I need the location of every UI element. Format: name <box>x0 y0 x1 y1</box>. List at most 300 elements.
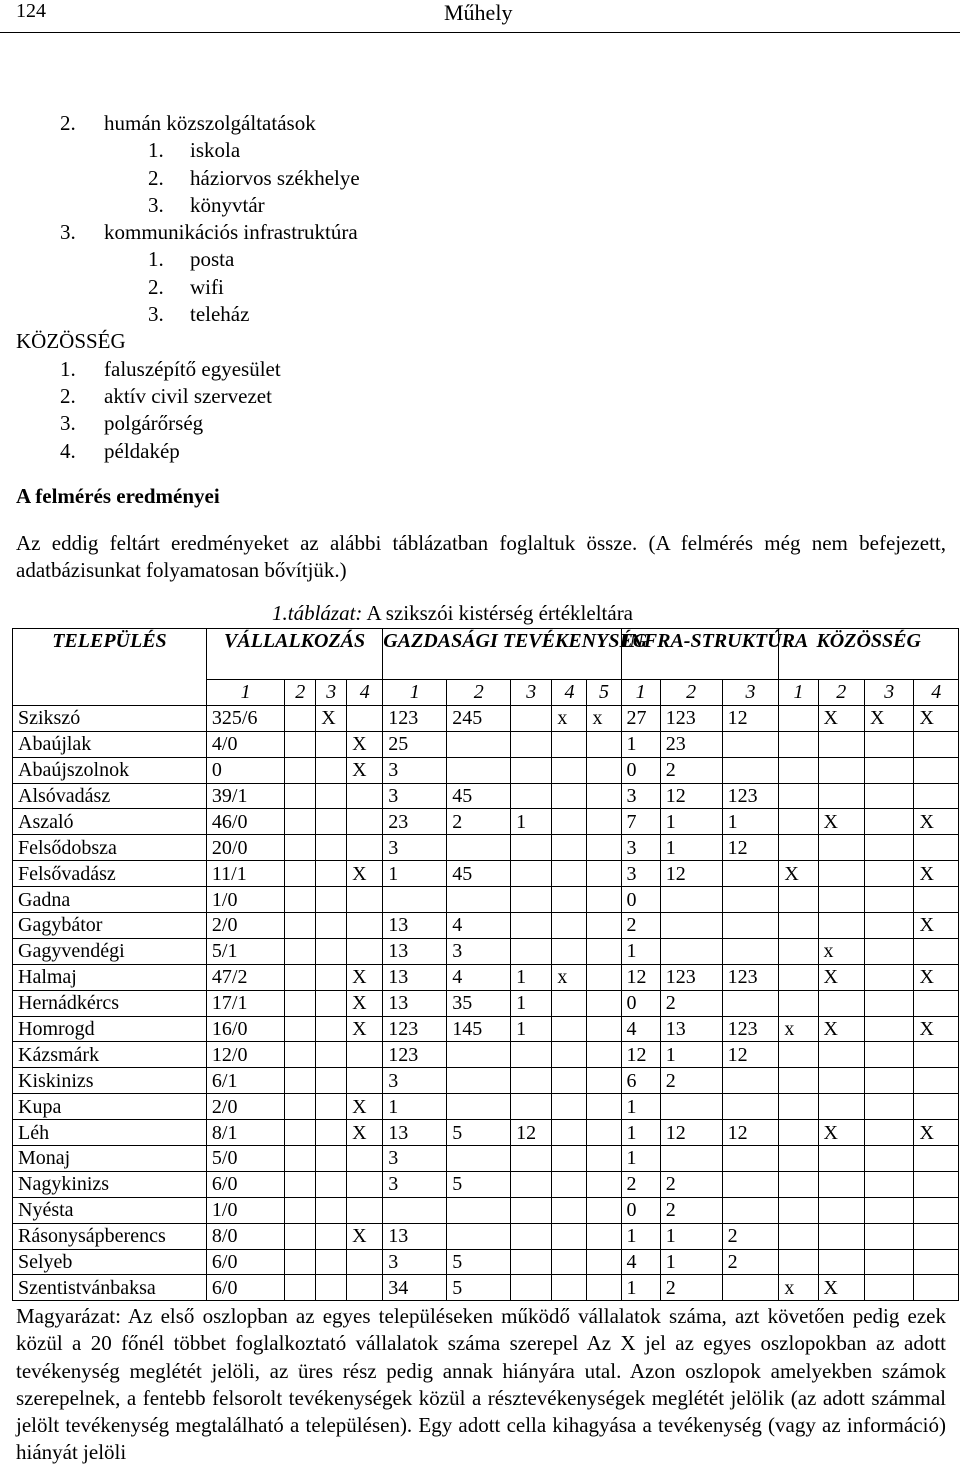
table-cell: 4 <box>447 964 511 990</box>
settlement-name: Léh <box>13 1120 207 1146</box>
table-cell: 7 <box>621 809 660 835</box>
settlement-name: Kiskinizs <box>13 1068 207 1094</box>
table-cell: 12 <box>660 1120 722 1146</box>
table-cell: 1 <box>621 1223 660 1249</box>
table-cell <box>779 1223 818 1249</box>
table-cell <box>347 1249 383 1275</box>
table-cell <box>864 1146 914 1172</box>
table-cell <box>347 783 383 809</box>
table-cell <box>587 1275 621 1301</box>
table-cell: 123 <box>660 705 722 731</box>
table-cell <box>722 938 779 964</box>
table-cell: 12 <box>660 783 722 809</box>
outline-item-text: faluszépítő egyesület <box>104 356 281 381</box>
table-cell <box>722 861 779 887</box>
table-cell <box>722 757 779 783</box>
table-cell: 12 <box>722 1042 779 1068</box>
table-cell <box>722 1146 779 1172</box>
table-cell <box>511 731 552 757</box>
outline-item-text: KÖZÖSSÉG <box>16 329 126 354</box>
table-cell <box>552 887 587 913</box>
table-cell: X <box>818 964 864 990</box>
table-row <box>13 1120 959 1146</box>
subheader-cell: 3 <box>864 680 914 706</box>
enterprise-count: 11/1 <box>206 861 284 887</box>
settlement-name: Rásonysápberencs <box>13 1223 207 1249</box>
table-cell <box>587 1042 621 1068</box>
outline-item-text: aktív civil szervezet <box>104 383 272 408</box>
enterprise-count: 20/0 <box>206 835 284 861</box>
enterprise-count: 6/0 <box>206 1249 284 1275</box>
table-cell <box>722 1275 779 1301</box>
caption-prefix: 1.táblázat: <box>272 601 363 625</box>
outline-item-text: posta <box>190 247 235 272</box>
enterprise-count: 17/1 <box>206 990 284 1016</box>
table-cell: 45 <box>447 783 511 809</box>
table-cell <box>914 731 959 757</box>
table-cell <box>552 1223 587 1249</box>
table-cell <box>285 1249 316 1275</box>
table-cell <box>722 1171 779 1197</box>
table-cell: 3 <box>621 783 660 809</box>
table-cell <box>347 1146 383 1172</box>
table-cell: 1 <box>660 1042 722 1068</box>
table-cell: 245 <box>447 705 511 731</box>
table-cell <box>285 1275 316 1301</box>
table-row <box>13 783 959 809</box>
table-cell <box>722 887 779 913</box>
table-cell: 145 <box>447 1016 511 1042</box>
settlement-name: Gagybátor <box>13 913 207 939</box>
settlement-name: Gagyvendégi <box>13 938 207 964</box>
enterprise-count: 2/0 <box>206 913 284 939</box>
table-cell <box>779 938 818 964</box>
table-row <box>13 990 959 1016</box>
table-cell: 4 <box>447 913 511 939</box>
table-cell <box>864 835 914 861</box>
table-cell <box>552 1146 587 1172</box>
table-cell: 1 <box>511 964 552 990</box>
table-cell <box>864 990 914 1016</box>
table-cell <box>511 705 552 731</box>
table-cell <box>447 1223 511 1249</box>
table-cell <box>552 1042 587 1068</box>
table-cell <box>347 1171 383 1197</box>
table-row <box>13 964 959 990</box>
table-cell <box>722 990 779 1016</box>
outline-item-number: 1. <box>148 138 164 163</box>
enterprise-count: 8/1 <box>206 1120 284 1146</box>
table-cell <box>285 1120 316 1146</box>
table-cell <box>285 913 316 939</box>
outline-item-text: wifi <box>190 274 224 299</box>
table-cell <box>316 783 347 809</box>
table-cell <box>552 731 587 757</box>
table-cell: X <box>347 1094 383 1120</box>
table-cell: 2 <box>660 1197 722 1223</box>
header-community: KÖZÖSSÉG <box>779 629 959 680</box>
table-cell <box>552 1120 587 1146</box>
table-cell: 5 <box>447 1120 511 1146</box>
table-cell <box>447 1146 511 1172</box>
table-cell: 1 <box>511 809 552 835</box>
table-cell: 12 <box>722 1120 779 1146</box>
outline-item-number: 3. <box>60 220 76 245</box>
enterprise-count: 47/2 <box>206 964 284 990</box>
subheader-cell: 1 <box>779 680 818 706</box>
subheader-cell: 4 <box>552 680 587 706</box>
outline-item-number: 1. <box>148 247 164 272</box>
table-row <box>13 1275 959 1301</box>
table-row <box>13 1197 959 1223</box>
table-cell <box>316 990 347 1016</box>
table-cell <box>511 1275 552 1301</box>
table-cell <box>587 1197 621 1223</box>
table-cell: 1 <box>621 1275 660 1301</box>
table-cell: 1 <box>383 1094 447 1120</box>
enterprise-count: 1/0 <box>206 887 284 913</box>
table-cell <box>511 1249 552 1275</box>
enterprise-count: 325/6 <box>206 705 284 731</box>
table-cell: 1 <box>383 861 447 887</box>
table-cell: 123 <box>722 783 779 809</box>
table-cell <box>285 757 316 783</box>
table-cell <box>779 1249 818 1275</box>
table-cell <box>511 1146 552 1172</box>
table-cell <box>722 1197 779 1223</box>
table-cell <box>316 731 347 757</box>
table-cell <box>587 990 621 1016</box>
subheader-cell: 2 <box>285 680 316 706</box>
table-cell <box>660 913 722 939</box>
table-cell: 5 <box>447 1275 511 1301</box>
table-cell <box>779 887 818 913</box>
subheader-cell: 4 <box>347 680 383 706</box>
table-cell <box>316 1171 347 1197</box>
table-cell: X <box>914 809 959 835</box>
table-cell <box>552 757 587 783</box>
table-cell <box>587 1068 621 1094</box>
settlement-name: Abaújlak <box>13 731 207 757</box>
table-cell: 0 <box>621 1197 660 1223</box>
table-cell <box>779 1094 818 1120</box>
table-cell: X <box>347 757 383 783</box>
table-row <box>13 1146 959 1172</box>
table-cell: 1 <box>511 990 552 1016</box>
table-cell: 3 <box>383 1171 447 1197</box>
table-cell <box>864 1275 914 1301</box>
table-cell <box>347 913 383 939</box>
table-cell <box>779 964 818 990</box>
table-cell: 1 <box>621 1146 660 1172</box>
table-cell: 2 <box>660 990 722 1016</box>
table-cell <box>779 1171 818 1197</box>
table-cell <box>779 1120 818 1146</box>
table-cell <box>316 1223 347 1249</box>
settlement-name: Felsővadász <box>13 861 207 887</box>
table-cell <box>285 1042 316 1068</box>
table-cell <box>818 1197 864 1223</box>
table-cell <box>447 1042 511 1068</box>
table-cell: X <box>347 990 383 1016</box>
table-cell: 123 <box>383 705 447 731</box>
table-cell <box>316 809 347 835</box>
table-cell: 4 <box>621 1249 660 1275</box>
table-cell <box>316 1249 347 1275</box>
enterprise-count: 39/1 <box>206 783 284 809</box>
table-cell <box>864 1197 914 1223</box>
table-cell <box>285 861 316 887</box>
table-cell: 1 <box>511 1016 552 1042</box>
table-cell <box>316 1094 347 1120</box>
table-cell <box>285 1094 316 1120</box>
table-cell <box>914 1223 959 1249</box>
table-cell <box>864 809 914 835</box>
table-cell <box>722 913 779 939</box>
table-cell <box>864 938 914 964</box>
settlement-name: Monaj <box>13 1146 207 1172</box>
table-cell <box>316 913 347 939</box>
outline-item-number: 3. <box>148 302 164 327</box>
table-cell <box>347 887 383 913</box>
table-cell <box>587 1249 621 1275</box>
table-row <box>13 705 959 731</box>
table-row <box>13 1068 959 1094</box>
table-cell <box>587 1171 621 1197</box>
enterprise-count: 12/0 <box>206 1042 284 1068</box>
table-cell <box>347 1042 383 1068</box>
table-cell <box>552 1171 587 1197</box>
table-cell: 1 <box>621 1094 660 1120</box>
table-cell: 12 <box>660 861 722 887</box>
table-cell <box>447 835 511 861</box>
table-cell: 13 <box>383 990 447 1016</box>
table-cell: 123 <box>383 1016 447 1042</box>
table-cell <box>818 1042 864 1068</box>
table-cell <box>779 757 818 783</box>
table-cell <box>587 835 621 861</box>
table-cell <box>552 990 587 1016</box>
table-cell: 3 <box>383 1146 447 1172</box>
settlement-name: Gadna <box>13 887 207 913</box>
table-row <box>13 887 959 913</box>
table-cell <box>779 705 818 731</box>
table-cell: 2 <box>660 1275 722 1301</box>
table-cell: 1 <box>660 1223 722 1249</box>
table-cell: 5 <box>447 1249 511 1275</box>
settlement-name: Kázsmárk <box>13 1042 207 1068</box>
table-cell <box>552 1016 587 1042</box>
table-cell <box>511 861 552 887</box>
table-cell: 12 <box>621 964 660 990</box>
table-cell: 6 <box>621 1068 660 1094</box>
outline-item-text: humán közszolgáltatások <box>104 111 316 135</box>
table-cell <box>285 809 316 835</box>
outline-item-number: 2. <box>60 111 76 135</box>
settlement-name: Alsóvadász <box>13 783 207 809</box>
table-cell: 3 <box>383 1249 447 1275</box>
outline-item-text: teleház <box>190 302 250 327</box>
outline-item-text: polgárőrség <box>104 411 204 436</box>
table-caption <box>272 601 633 626</box>
outline-item-number: 2. <box>60 383 76 408</box>
subheader-cell: 1 <box>383 680 447 706</box>
enterprise-count: 4/0 <box>206 731 284 757</box>
table-cell <box>316 1016 347 1042</box>
enterprise-count: 16/0 <box>206 1016 284 1042</box>
table-row <box>13 913 959 939</box>
table-cell <box>552 1068 587 1094</box>
header-infrastructure: INFRA-STRUKTÚRA <box>621 629 779 680</box>
table-cell: 1 <box>722 809 779 835</box>
settlement-name: Homrogd <box>13 1016 207 1042</box>
table-cell: 0 <box>621 990 660 1016</box>
table-cell <box>587 1094 621 1120</box>
table-cell: 2 <box>722 1223 779 1249</box>
outline-item-text: példakép <box>104 438 180 463</box>
table-row <box>13 1042 959 1068</box>
subheader-cell: 2 <box>447 680 511 706</box>
table-cell <box>914 835 959 861</box>
subheader-cell: 4 <box>914 680 959 706</box>
table-cell <box>914 1275 959 1301</box>
outline-item-number: 3. <box>148 192 164 217</box>
table-cell: x <box>587 705 621 731</box>
table-cell: X <box>779 861 818 887</box>
table-cell <box>587 731 621 757</box>
table-cell: 1 <box>621 731 660 757</box>
subheader-cell: 5 <box>587 680 621 706</box>
table-row <box>13 835 959 861</box>
table-cell <box>914 1094 959 1120</box>
table-cell <box>864 887 914 913</box>
table-cell <box>818 913 864 939</box>
table-cell <box>864 913 914 939</box>
table-cell <box>722 1068 779 1094</box>
table-cell <box>914 990 959 1016</box>
table-cell: X <box>347 1223 383 1249</box>
table-row <box>13 731 959 757</box>
table-cell <box>447 1094 511 1120</box>
subheader-cell: 3 <box>511 680 552 706</box>
subheader-cell: 3 <box>722 680 779 706</box>
table-cell: 13 <box>383 913 447 939</box>
outline-item-number: 3. <box>60 411 76 436</box>
enterprise-count: 0 <box>206 757 284 783</box>
enterprise-count: 1/0 <box>206 1197 284 1223</box>
table-cell <box>587 1223 621 1249</box>
table-cell: X <box>818 705 864 731</box>
table-cell <box>818 783 864 809</box>
table-cell: 123 <box>722 964 779 990</box>
settlement-name: Szikszó <box>13 705 207 731</box>
table-cell: 12 <box>621 1042 660 1068</box>
enterprise-count: 6/0 <box>206 1275 284 1301</box>
table-cell: 23 <box>660 731 722 757</box>
header-enterprise: VÁLLALKOZÁS <box>206 629 382 680</box>
enterprise-count: 5/0 <box>206 1146 284 1172</box>
table-cell <box>587 1146 621 1172</box>
table-cell <box>779 1068 818 1094</box>
table-cell <box>818 1146 864 1172</box>
table-cell: 4 <box>621 1016 660 1042</box>
table-cell <box>660 938 722 964</box>
table-cell <box>347 1275 383 1301</box>
table-cell <box>347 1068 383 1094</box>
header-economic: GAZDASÁGI TEVÉKENYSÉG <box>383 629 621 680</box>
table-cell: 2 <box>660 1171 722 1197</box>
outline-item-number: 4. <box>60 438 76 463</box>
table-row <box>13 1171 959 1197</box>
table-cell <box>864 757 914 783</box>
table-cell <box>316 757 347 783</box>
table-cell <box>914 1197 959 1223</box>
outline-item-number: 2. <box>148 165 164 190</box>
table-cell <box>779 913 818 939</box>
table-cell: 123 <box>383 1042 447 1068</box>
table-cell <box>914 887 959 913</box>
enterprise-count: 6/1 <box>206 1068 284 1094</box>
table-cell: 3 <box>621 835 660 861</box>
table-cell: 13 <box>383 1223 447 1249</box>
table-cell: 123 <box>722 1016 779 1042</box>
running-title: Műhely <box>444 0 513 25</box>
enterprise-count: 8/0 <box>206 1223 284 1249</box>
settlement-name: Kupa <box>13 1094 207 1120</box>
table-cell <box>511 757 552 783</box>
table-cell <box>587 1120 621 1146</box>
table-cell <box>316 1197 347 1223</box>
page-number: 124 <box>16 0 46 22</box>
table-cell: X <box>347 861 383 887</box>
outline-item-text: iskola <box>190 138 241 163</box>
table-cell <box>285 731 316 757</box>
table-cell <box>779 809 818 835</box>
subheader-cell: 2 <box>818 680 864 706</box>
table-cell: X <box>818 1275 864 1301</box>
table-cell: 2 <box>722 1249 779 1275</box>
table-cell <box>347 705 383 731</box>
table-cell <box>316 1068 347 1094</box>
table-cell <box>660 887 722 913</box>
inventory-table <box>12 628 959 1301</box>
table-cell <box>447 1197 511 1223</box>
table-cell <box>914 1068 959 1094</box>
table-cell <box>552 1275 587 1301</box>
table-cell <box>864 1171 914 1197</box>
table-cell <box>864 1068 914 1094</box>
table-cell: 3 <box>621 861 660 887</box>
table-cell <box>864 1094 914 1120</box>
table-cell <box>864 783 914 809</box>
table-cell <box>511 783 552 809</box>
table-cell <box>660 1146 722 1172</box>
table-cell <box>316 1275 347 1301</box>
settlement-name: Szentistvánbaksa <box>13 1275 207 1301</box>
enterprise-count: 5/1 <box>206 938 284 964</box>
table-cell <box>864 1249 914 1275</box>
table-cell: 1 <box>621 938 660 964</box>
header-settlement: TELEPÜLÉS <box>13 629 207 706</box>
table-cell: 1 <box>660 809 722 835</box>
settlement-name: Nyésta <box>13 1197 207 1223</box>
caption-text: A szikszói kistérség értékleltára <box>362 601 634 625</box>
table-cell: 0 <box>621 887 660 913</box>
settlement-name: Selyeb <box>13 1249 207 1275</box>
table-cell: x <box>818 938 864 964</box>
table-cell <box>818 1171 864 1197</box>
table-cell: 3 <box>447 938 511 964</box>
